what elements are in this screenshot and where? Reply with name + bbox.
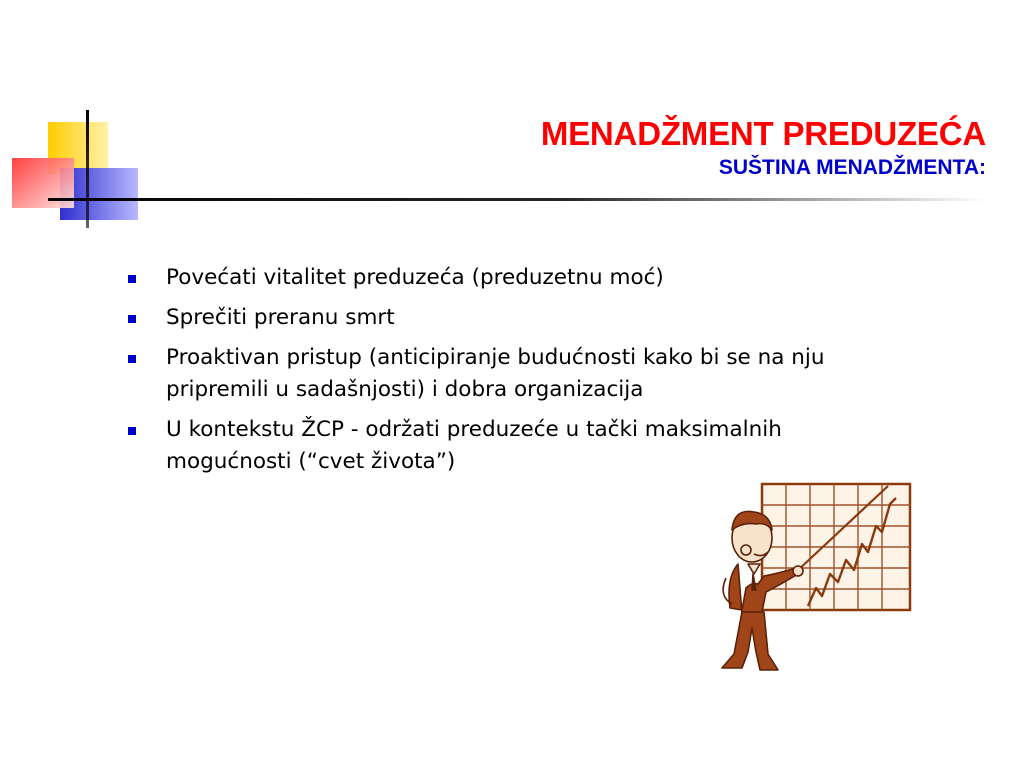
title-block <box>541 114 986 182</box>
chart-board <box>762 484 910 610</box>
bullet-text: U kontekstu ŽCP - održati preduzeće u tački maksimalnih <box>166 417 782 442</box>
bullet-list <box>126 262 926 486</box>
bullet-text: Povećati vitalitet preduzeća (preduzetnu moć) <box>166 265 664 290</box>
bullet-item <box>126 302 926 334</box>
bullet-text: Sprečiti preranu smrt <box>166 305 395 330</box>
square-bullet-icon <box>128 355 136 363</box>
businessman-pointing-chart-icon <box>712 478 917 676</box>
square-bullet-icon <box>128 427 136 435</box>
horizontal-line <box>48 198 988 201</box>
slide-subtitle: SUŠTINA MENADŽMENTA: <box>718 156 986 179</box>
bullet-text: Proaktivan pristup (anticipiranje budućnosti kako bi se na nju <box>166 345 825 370</box>
bullet-item <box>126 262 926 294</box>
bullet-item <box>126 414 926 478</box>
bullet-item <box>126 342 926 406</box>
bullet-text-continued: pripremili u sadašnjosti) i dobra organizacija <box>166 377 644 402</box>
vertical-line <box>86 110 89 228</box>
square-bullet-icon <box>128 275 136 283</box>
square-bullet-icon <box>128 315 136 323</box>
bullet-text-continued: mogućnosti (“cvet života”) <box>166 449 456 474</box>
slide-title: MENADŽMENT PREDUZEĆA <box>540 115 986 152</box>
